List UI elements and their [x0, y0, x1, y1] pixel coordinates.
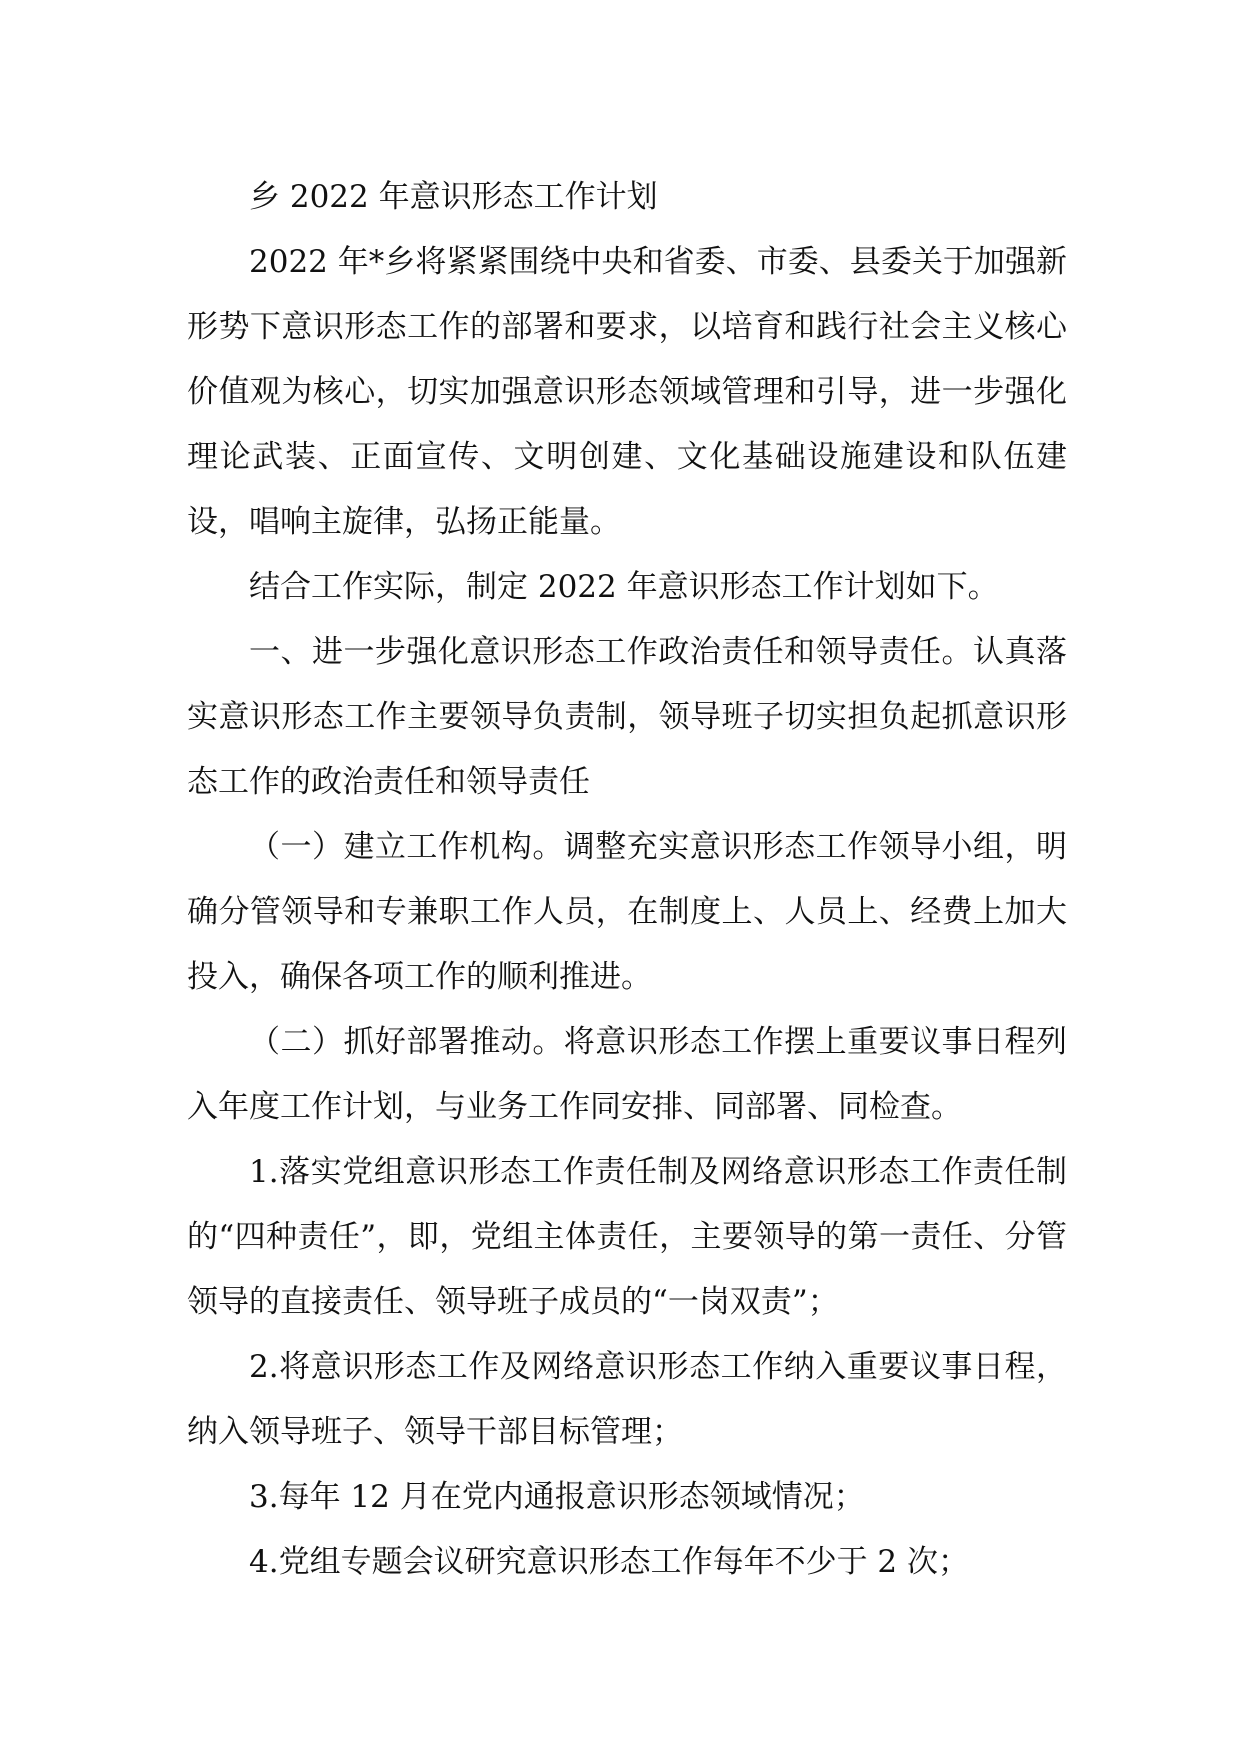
list-item-2: 2.将意识形态工作及网络意识形态工作纳入重要议事日程，纳入领导班子、领导干部目标管理；	[187, 1349, 1067, 1450]
section-heading-1: 一、进一步强化意识形态工作政治责任和领导责任。认真落实意识形态工作主要领导负责制，领导班子切实担负起抓意识形态工作的政治责任和领导责任	[187, 634, 1067, 800]
list-item-4: 4.党组专题会议研究意识形态工作每年不少于 2 次；	[249, 1544, 970, 1580]
subsection-2: （二）抓好部署推动。将意识形态工作摆上重要议事日程列入年度工作计划，与业务工作同安排、同部署、同检查。	[187, 1024, 1067, 1125]
subsection-1: （一）建立工作机构。调整充实意识形态工作领导小组，明确分管领导和专兼职工作人员，在制度上、人员上、经费上加大投入，确保各项工作的顺利推进。	[187, 829, 1067, 995]
paragraph-intro: 2022 年*乡将紧紧围绕中央和省委、市委、县委关于加强新形势下意识形态工作的部署和要求，以培育和践行社会主义核心价值观为核心，切实加强意识形态领域管理和引导，进一步强化理论武装、正面宣传、文明创建、文化基础设施建设和队伍建设，唱响主旋律，弘扬正能量。	[187, 244, 1067, 540]
paragraph-plan-statement: 结合工作实际，制定 2022 年意识形态工作计划如下。	[249, 569, 999, 605]
list-item-3: 3.每年 12 月在党内通报意识形态领域情况；	[249, 1479, 865, 1515]
document-title: 乡 2022 年意识形态工作计划	[249, 179, 658, 215]
document-body	[187, 165, 1067, 1595]
list-item-1: 1.落实党组意识形态工作责任制及网络意识形态工作责任制的“四种责任”，即，党组主体责任，主要领导的第一责任、分管领导的直接责任、领导班子成员的“一岗双责”；	[187, 1154, 1067, 1320]
